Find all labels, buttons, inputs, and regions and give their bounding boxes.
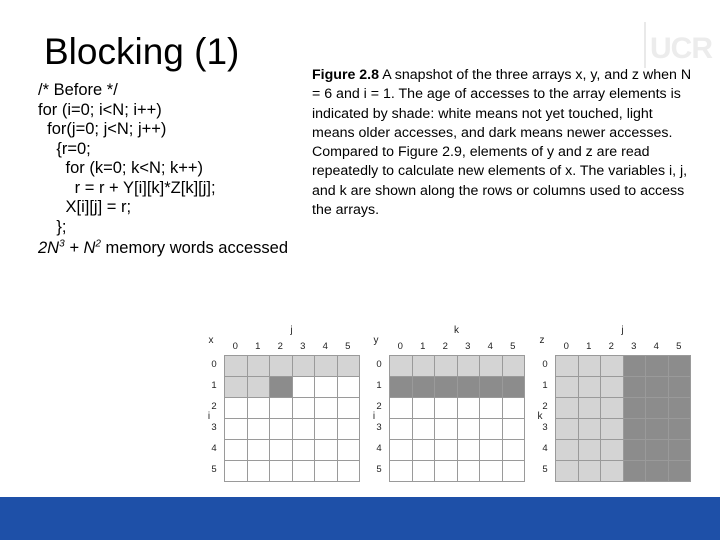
row-label: 4 xyxy=(211,443,217,454)
array-cell xyxy=(502,397,526,419)
col-label: 3 xyxy=(300,341,306,352)
array-cell xyxy=(600,460,624,482)
code-line: X[i][j] = r; xyxy=(38,198,132,216)
array-cell xyxy=(412,460,436,482)
array-cell xyxy=(668,460,692,482)
row-label: 3 xyxy=(211,422,217,433)
array-cell xyxy=(224,460,248,482)
array-col-var: k xyxy=(454,325,459,336)
array-cell xyxy=(555,460,579,482)
array-cell xyxy=(600,439,624,461)
array-cell xyxy=(668,439,692,461)
row-label: 0 xyxy=(376,359,382,370)
array-cell xyxy=(337,460,361,482)
array-cell xyxy=(314,376,338,398)
array-row-var: i xyxy=(207,410,211,422)
array-cell xyxy=(479,439,503,461)
row-label: 4 xyxy=(542,443,548,454)
array-cell xyxy=(555,418,579,440)
array-cell xyxy=(247,376,271,398)
array-cell xyxy=(292,460,316,482)
caption-body: A snapshot of the three arrays x, y, and z when N = 6 and i = 1. The age of accesses to the array elements is indicated by shade: white means not yet touched, light means older accesses, and dark means newer accesses. Compared to Figure 2.9, elements of y and z are read repeatedly to calculate new elements of x. The variables i, j, and k are shown along the rows or columns used to access the arrays. xyxy=(312,67,692,219)
row-label: 2 xyxy=(211,401,217,412)
array-cell xyxy=(412,418,436,440)
footer-bar xyxy=(0,497,720,540)
logo-divider xyxy=(644,22,646,68)
cost-exponent: 3 xyxy=(59,238,65,250)
row-label: 4 xyxy=(376,443,382,454)
row-label: 1 xyxy=(376,380,382,391)
array-cell xyxy=(457,460,481,482)
array-cell xyxy=(247,397,271,419)
col-label: 5 xyxy=(510,341,516,352)
array-cell xyxy=(247,418,271,440)
array-cell xyxy=(479,355,503,377)
array-cell xyxy=(623,397,647,419)
code-block xyxy=(38,81,288,259)
array-cell xyxy=(337,439,361,461)
array-cell xyxy=(224,418,248,440)
array-cell xyxy=(457,355,481,377)
array-cell xyxy=(434,418,458,440)
array-col-var: j xyxy=(621,325,624,336)
array-name: z xyxy=(539,335,545,346)
array-cell xyxy=(247,439,271,461)
array-cell xyxy=(224,439,248,461)
array-cell xyxy=(337,397,361,419)
array-cell xyxy=(269,460,293,482)
array-cell xyxy=(502,439,526,461)
array-cell xyxy=(555,355,579,377)
array-cell xyxy=(479,418,503,440)
logo-text: UCR xyxy=(650,32,712,65)
array-cell xyxy=(578,439,602,461)
array-cell xyxy=(389,418,413,440)
array-cell xyxy=(600,418,624,440)
row-label: 3 xyxy=(542,422,548,433)
array-cell xyxy=(337,376,361,398)
array-col-var: j xyxy=(290,325,293,336)
array-cell xyxy=(668,355,692,377)
row-label: 1 xyxy=(211,380,217,391)
array-cell xyxy=(389,439,413,461)
array-cell xyxy=(337,418,361,440)
array-cell xyxy=(269,439,293,461)
code-line: r = r + Y[i][k]*Z[k][j]; xyxy=(38,178,216,197)
col-label: 3 xyxy=(631,341,637,352)
array-cell xyxy=(578,418,602,440)
array-cell xyxy=(623,355,647,377)
col-label: 1 xyxy=(255,341,261,352)
array-cell xyxy=(269,397,293,419)
array-cell xyxy=(479,397,503,419)
array-cell xyxy=(314,397,338,419)
array-cell xyxy=(224,397,248,419)
array-cell xyxy=(314,439,338,461)
code-line: {r=0; xyxy=(38,139,91,158)
array-cell xyxy=(623,439,647,461)
array-cell xyxy=(555,439,579,461)
array-cell xyxy=(412,376,436,398)
array-cell xyxy=(434,439,458,461)
array-cell xyxy=(668,397,692,419)
col-label: 3 xyxy=(465,341,471,352)
array-cell xyxy=(389,355,413,377)
array-name: x xyxy=(208,335,214,346)
row-label: 5 xyxy=(211,464,217,475)
array-cell xyxy=(457,418,481,440)
array-cell xyxy=(645,376,669,398)
col-label: 5 xyxy=(676,341,682,352)
col-label: 2 xyxy=(608,341,614,352)
array-cell xyxy=(555,397,579,419)
row-label: 5 xyxy=(376,464,382,475)
array-cell xyxy=(434,376,458,398)
array-cell xyxy=(292,376,316,398)
col-label: 4 xyxy=(487,341,493,352)
array-cell xyxy=(502,460,526,482)
array-cell xyxy=(457,376,481,398)
code-line: for (k=0; k<N; k++) xyxy=(38,159,204,177)
array-cell xyxy=(412,397,436,419)
array-cell xyxy=(434,355,458,377)
array-cell xyxy=(645,355,669,377)
array-cell xyxy=(578,355,602,377)
code-line: /* Before */ xyxy=(38,81,118,99)
row-label: 1 xyxy=(542,380,548,391)
array-cell xyxy=(502,418,526,440)
array-cell xyxy=(389,397,413,419)
array-cell xyxy=(645,439,669,461)
col-label: 4 xyxy=(322,341,328,352)
array-cell xyxy=(337,355,361,377)
slide-title: Blocking (1) xyxy=(44,31,240,72)
col-label: 0 xyxy=(563,341,569,352)
array-row-var: i xyxy=(372,410,376,422)
array-cell xyxy=(668,418,692,440)
caption-lead: Figure 2.8 xyxy=(312,67,380,83)
array-cell xyxy=(668,376,692,398)
figure-caption xyxy=(312,66,692,220)
array-cell xyxy=(578,460,602,482)
row-label: 2 xyxy=(376,401,382,412)
array-cell xyxy=(645,397,669,419)
array-cell xyxy=(224,376,248,398)
col-label: 2 xyxy=(442,341,448,352)
array-cell xyxy=(645,460,669,482)
array-cell xyxy=(412,439,436,461)
array-cell xyxy=(412,355,436,377)
array-cell xyxy=(434,397,458,419)
array-cell xyxy=(578,376,602,398)
row-label: 0 xyxy=(211,359,217,370)
array-cell xyxy=(457,397,481,419)
array-cell xyxy=(502,376,526,398)
array-cell xyxy=(247,460,271,482)
cost-exponent: 2 xyxy=(95,238,101,250)
array-cell xyxy=(292,418,316,440)
array-cell xyxy=(314,355,338,377)
array-cell xyxy=(292,439,316,461)
col-label: 0 xyxy=(397,341,403,352)
code-line: }; xyxy=(38,217,67,236)
array-cell xyxy=(600,355,624,377)
array-cell xyxy=(292,355,316,377)
array-cell xyxy=(555,376,579,398)
cost-line xyxy=(38,239,288,259)
cost-text: 2N xyxy=(38,239,60,257)
ucr-logo xyxy=(644,22,712,68)
array-cell xyxy=(578,397,602,419)
array-cell xyxy=(457,439,481,461)
array-cell xyxy=(247,355,271,377)
col-label: 4 xyxy=(653,341,659,352)
code-line: for (i=0; i<N; i++) xyxy=(38,100,162,119)
col-label: 5 xyxy=(345,341,351,352)
array-cell xyxy=(600,397,624,419)
array-cell xyxy=(314,460,338,482)
array-cell xyxy=(645,418,669,440)
array-row-var: k xyxy=(537,410,543,422)
array-cell xyxy=(623,418,647,440)
array-cell xyxy=(389,460,413,482)
array-cell xyxy=(269,355,293,377)
col-label: 0 xyxy=(232,341,238,352)
array-cell xyxy=(389,376,413,398)
array-cell xyxy=(292,397,316,419)
col-label: 1 xyxy=(586,341,592,352)
code-line: for(j=0; j<N; j++) xyxy=(38,120,167,138)
array-cell xyxy=(434,460,458,482)
array-cell xyxy=(502,355,526,377)
row-label: 0 xyxy=(542,359,548,370)
array-cell xyxy=(623,460,647,482)
array-cell xyxy=(269,418,293,440)
col-label: 1 xyxy=(420,341,426,352)
row-label: 2 xyxy=(542,401,548,412)
array-cell xyxy=(224,355,248,377)
array-cell xyxy=(314,418,338,440)
array-cell xyxy=(600,376,624,398)
col-label: 2 xyxy=(277,341,283,352)
array-cell xyxy=(623,376,647,398)
row-label: 5 xyxy=(542,464,548,475)
array-name: y xyxy=(373,335,379,346)
cost-text: + N xyxy=(64,239,96,257)
cost-text: memory words accessed xyxy=(100,239,289,257)
array-cell xyxy=(269,376,293,398)
row-label: 3 xyxy=(376,422,382,433)
array-cell xyxy=(479,460,503,482)
array-cell xyxy=(479,376,503,398)
